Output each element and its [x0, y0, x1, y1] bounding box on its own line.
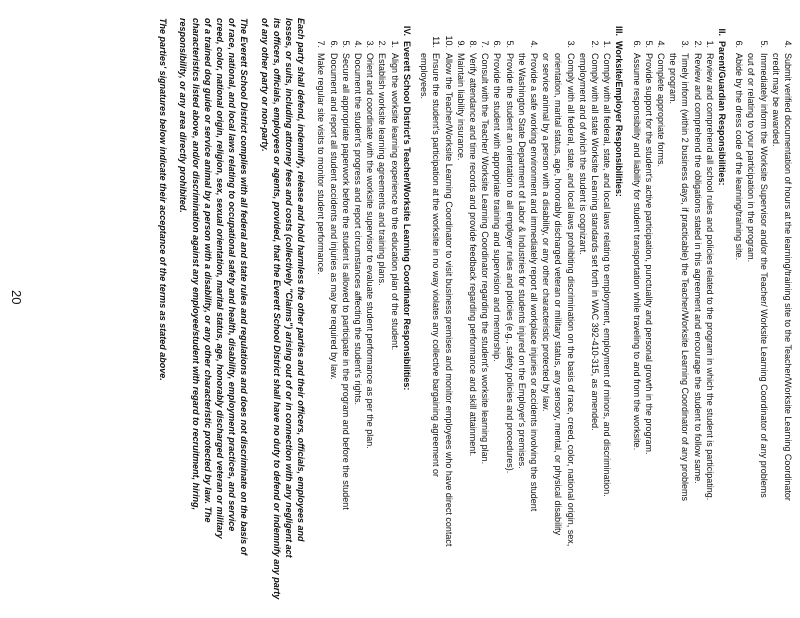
list-item: 4. Complete appropriate forms.	[655, 40, 666, 168]
list-item: 5. Secure all appropriate paperwork before the student is allowed to participate in the program and before the student	[340, 40, 351, 510]
list-item: 8. Verify attendance and time records and provide feedback regarding performance and skill attainment.	[467, 40, 478, 457]
list-item: 1. Comply with all federal, state, and local laws relating to employment, employment of minors, and discrimination.	[602, 40, 613, 497]
list-item: 7. Make regular site visits to monitor student performance.	[316, 40, 327, 275]
list-item: 6. Provide the student with appropriate training and supervision and mentorship.	[492, 40, 503, 362]
section-heading-worksite-employer: III. Worksite/Employer Responsibilities:	[614, 25, 625, 197]
list-item: 7. Consult with the Teacher/ Worksite Learning Coordinator regarding the student's worksite learning plan.	[480, 40, 491, 465]
list-item: 10. Allow the Teacher/Worksite Learning Coordinator to visit business premises and monitor employees who have direct contact	[443, 35, 454, 547]
list-item: 4. Submit verified documentation of hours at the learning/training site to the Teacher/Worksite Learning Coordinator	[783, 40, 793, 501]
list-item: orientation, marital status, age, honorably discharged veteran or military status, any sensory, mental, or physical disability	[553, 53, 564, 536]
teacher-coordinator-list	[315, 14, 400, 614]
student-responsibilities-continued	[733, 14, 794, 614]
list-item: 3. Comply with all federal, state, and local laws prohibiting discrimination on the basis of race, creed, color, national origin, sex,	[565, 40, 576, 547]
list-item: the program.	[668, 53, 679, 105]
list-item: 1. Align the worksite learning experience to the education plan of the student.	[389, 40, 400, 351]
list-item: 4. Provide a safe working environment and immediately report all workplace injuries or accidents involving the student	[528, 40, 539, 512]
parent-guardian-list	[630, 14, 715, 614]
list-item: 5. Provide support for the student's active participation, punctuality and personal growth in the program.	[643, 40, 654, 455]
section-heading-teacher-coordinator: IV. Everett School District's Teacher/Worksite Learning Coordinator Responsibilities:	[401, 25, 412, 391]
indemnification-paragraph: Each party shall defend, indemnify, release and hold harmless the other parties and their officers, officials, employees and losses, or suits, including attorney fees and costs (collectively "Claims") arising out of or in connection with any negligent act its officers, officials, employees or agents, provided, that the Everett School District shall have no duty to defend or indemnify any party of any other party or non-party.	[259, 18, 307, 600]
list-item: or service animal by a person with a disability, or any other characteristic protected by law.	[541, 53, 552, 412]
list-item: 3. Timely inform (within 2 business days, if practicable) the Teacher/Worksite Learning Coordinator of any problems	[680, 40, 691, 502]
list-item: the Washington State Department of Labor & Industries for students injured on the Employer's premises.	[516, 53, 527, 469]
list-item: 5. Immediately inform the Worksite Supervisor and/or the Teacher/ Worksite Learning Coordinator of any problems	[758, 40, 769, 498]
list-item: 2. Establish worksite learning agreements and training plans.	[377, 40, 388, 286]
list-item: 6. Abide by the dress code of the learning/training site.	[734, 40, 745, 261]
list-item: employees.	[419, 53, 430, 100]
list-item: employment and of which the student is cognizant.	[577, 53, 588, 255]
section-heading-parent-guardian: II. Parent/Guardian Responsibilities:	[716, 28, 727, 186]
list-item: 9. Maintain liability insurance.	[455, 40, 466, 161]
list-item: 4. Document the student's progress and report circumstances affecting the student's rights.	[353, 40, 364, 405]
list-item: credit may be awarded.	[770, 53, 781, 147]
signature-acceptance-note: The parties' signatures below indicate their acceptance of the terms as stated above.	[158, 18, 169, 381]
list-item: 11. Ensure the student's participation at the worksite in no way violates any collective bargaining agreement or	[431, 36, 442, 477]
list-item: 1. Review and comprehend all school rules and policies related to the program in which the student is participating.	[704, 40, 715, 501]
list-item: 2. Comply with all state Worksite Learning standards set forth in WAC 392-410-315, as amended.	[589, 40, 600, 431]
nondiscrimination-paragraph: The Everett School District complies with all federal and state rules and regulations and does not discriminate on the basis of of race, national, and local laws relating to occupational safety and health, disability, employment practices, and service creed, color, national origin, religion, sex, sexual orientation, marital status, age, honorably discharged veteran or military of a trained dog guide or service animal by a person with a disability, or any other characteristic protected by law. The characteristics listed above, and/or discrimination against any employee/student with regard to recruitment, hiring, responsibility, or any area directly prohibited.	[178, 18, 250, 556]
list-item: 2. Review and comprehend the obligations stated in this agreement and encourage the student to follow same.	[692, 40, 703, 484]
list-item: 3. Orient and coordinate with the worksite supervisor to evaluate student performance as per the plan.	[365, 40, 376, 449]
list-item: 6. Assume responsibility and liability for student transportation while traveling to and from the worksite.	[631, 40, 642, 451]
list-item: 6. Document and report all student accidents and injuries as may be required by law.	[328, 40, 339, 380]
list-item: 5. Provide the student an orientation to all employer rules and policies (e.g., safety policies and procedures).	[504, 40, 515, 474]
list-item: out of or relating to your participation in the program.	[746, 53, 757, 263]
page-number: 20	[9, 290, 24, 305]
worksite-employer-list	[418, 14, 613, 614]
document-body	[157, 14, 794, 614]
